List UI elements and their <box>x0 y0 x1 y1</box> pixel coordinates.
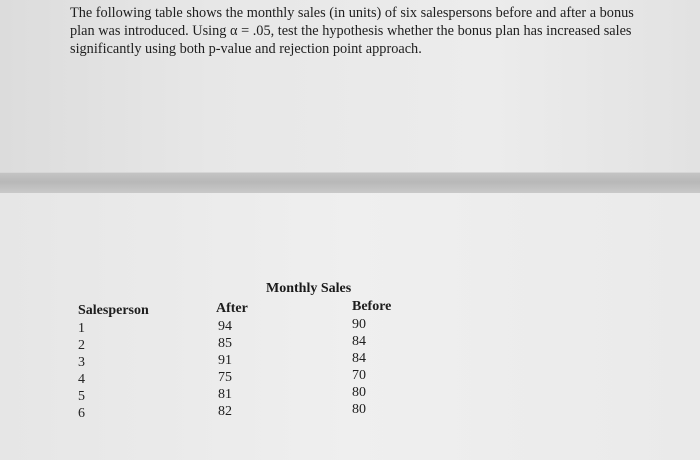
before-cell: 80 <box>352 385 366 400</box>
after-header: After <box>216 301 248 316</box>
after-column <box>216 300 276 420</box>
after-cell: 85 <box>218 336 232 351</box>
after-cell: 75 <box>218 370 232 385</box>
before-cell: 84 <box>352 351 366 366</box>
salesperson-cell: 4 <box>78 372 85 387</box>
before-cell: 80 <box>352 402 366 417</box>
before-cell: 70 <box>352 368 366 383</box>
after-cell: 81 <box>218 387 232 402</box>
after-cell: 94 <box>218 319 232 334</box>
question-panel <box>0 0 700 172</box>
salesperson-cell: 2 <box>78 338 85 353</box>
before-header: Before <box>352 299 392 314</box>
after-cell: 82 <box>218 404 232 419</box>
salesperson-column <box>78 302 178 422</box>
question-text: The following table shows the monthly sales (in units) of six salespersons before and after a bonus plan was introduced. Using α = .05, test the hypothesis whether the bonus plan has increased sales significantly using both p-value and rejection point approach. <box>70 5 634 57</box>
salesperson-cell: 1 <box>78 321 85 336</box>
after-cell: 91 <box>218 353 232 368</box>
salesperson-cell: 6 <box>78 406 85 421</box>
before-column <box>352 298 412 418</box>
salesperson-cell: 5 <box>78 389 85 404</box>
salesperson-cell: 3 <box>78 355 85 370</box>
table-caption: Monthly Sales <box>266 281 352 296</box>
before-cell: 84 <box>352 334 366 349</box>
salesperson-header: Salesperson <box>78 303 149 318</box>
section-divider <box>0 172 700 194</box>
before-cell: 90 <box>352 317 366 332</box>
